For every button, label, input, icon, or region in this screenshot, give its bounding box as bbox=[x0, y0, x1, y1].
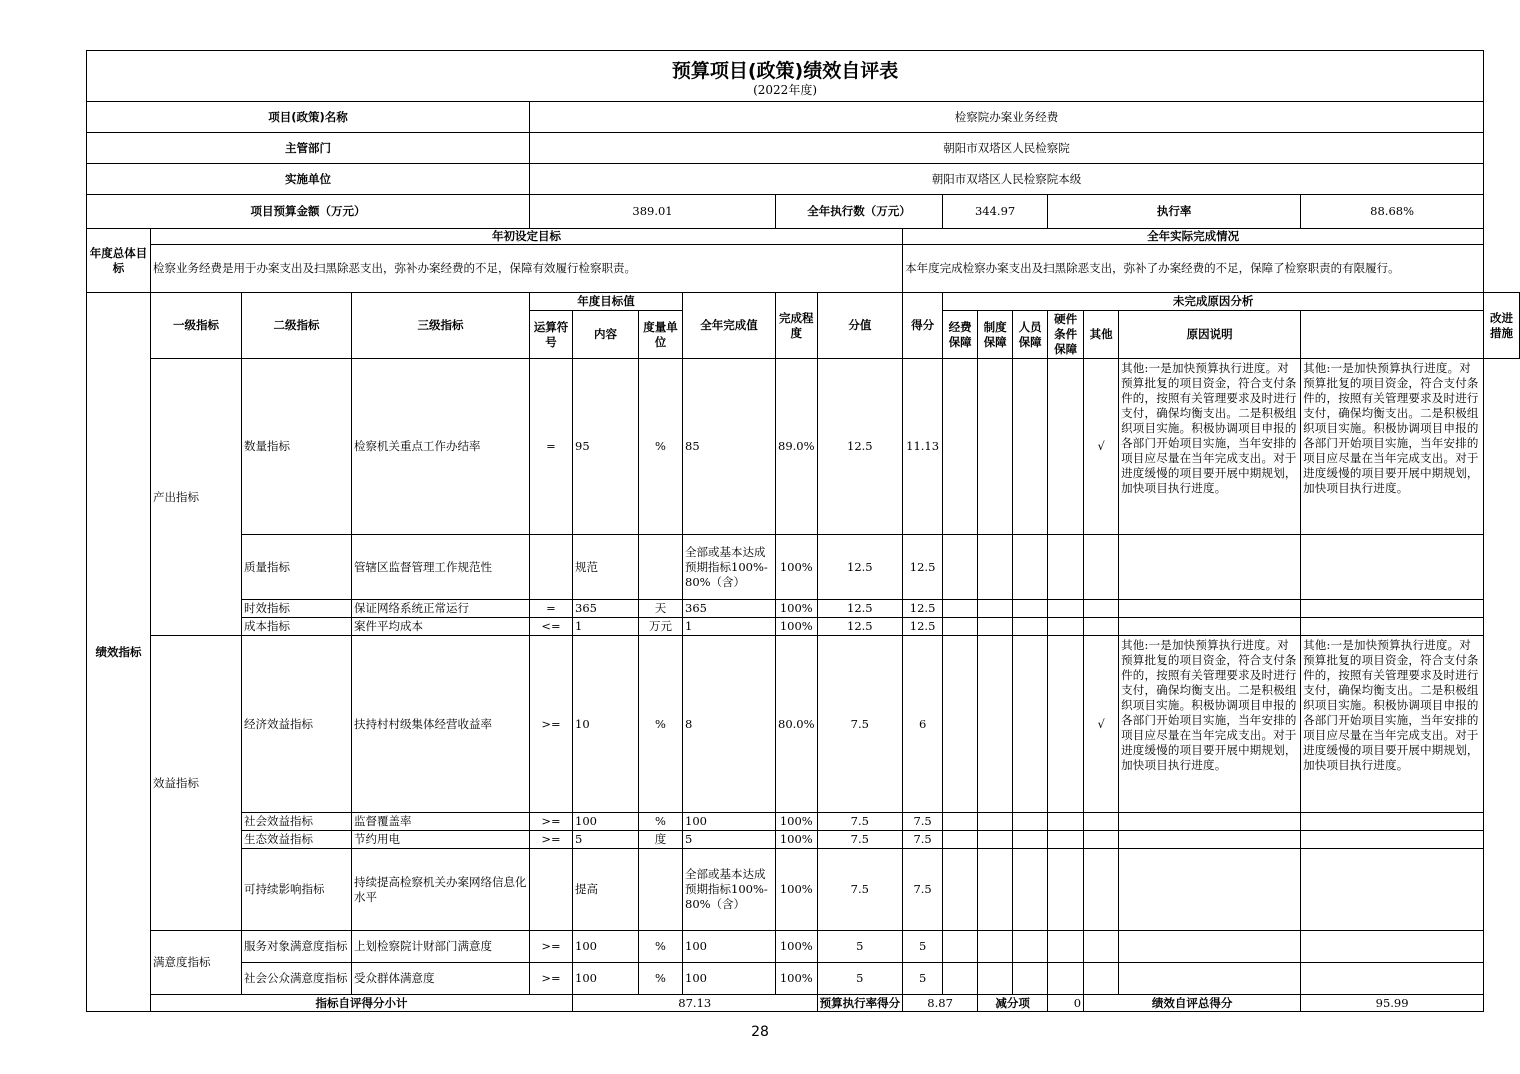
other-check-cell bbox=[1084, 931, 1119, 963]
measures-header: 改进措施 bbox=[1484, 293, 1520, 359]
measure-cell bbox=[1301, 831, 1484, 849]
perf-indicator-label: 绩效指标 bbox=[87, 293, 151, 1012]
op-header: 运算符号 bbox=[530, 311, 573, 359]
staff-cell bbox=[1013, 359, 1048, 535]
staff-cell bbox=[1013, 931, 1048, 963]
op-cell: >= bbox=[530, 931, 573, 963]
table-row bbox=[87, 849, 1520, 931]
level2-cell: 可持续影响指标 bbox=[242, 849, 352, 931]
total-value: 95.99 bbox=[1301, 995, 1484, 1012]
actual-header: 全年完成值 bbox=[683, 293, 776, 359]
unit-cell: % bbox=[639, 931, 683, 963]
hardware-cell bbox=[1048, 600, 1084, 618]
unit-cell: % bbox=[639, 359, 683, 535]
hardware-cell bbox=[1048, 535, 1084, 600]
hardware-cell bbox=[1048, 636, 1084, 813]
fund-cell bbox=[943, 600, 978, 618]
score-value-cell: 7.5 bbox=[817, 831, 903, 849]
staff-cell bbox=[1013, 813, 1048, 831]
reason-desc-cell bbox=[1119, 813, 1301, 831]
system-cell bbox=[978, 831, 1013, 849]
op-cell: >= bbox=[530, 963, 573, 995]
staff-cell bbox=[1013, 600, 1048, 618]
system-cell bbox=[978, 618, 1013, 636]
reason-desc-cell bbox=[1119, 600, 1301, 618]
reason-desc-cell bbox=[1119, 931, 1301, 963]
group-satisfaction: 满意度指标 bbox=[151, 931, 242, 995]
measure-cell bbox=[1301, 813, 1484, 831]
score-cell: 7.5 bbox=[903, 831, 943, 849]
actual-cell: 365 bbox=[683, 600, 776, 618]
set-goal-header: 年初设定目标 bbox=[151, 229, 903, 245]
content-cell: 95 bbox=[573, 359, 639, 535]
other-check-cell bbox=[1084, 831, 1119, 849]
score-cell: 5 bbox=[903, 963, 943, 995]
level2-cell: 质量指标 bbox=[242, 535, 352, 600]
budget-value: 389.01 bbox=[530, 195, 776, 229]
measure-cell bbox=[1301, 963, 1484, 995]
actual-cell: 5 bbox=[683, 831, 776, 849]
total-label: 绩效自评总得分 bbox=[1084, 995, 1301, 1012]
score-value-cell: 12.5 bbox=[817, 618, 903, 636]
op-cell bbox=[530, 535, 573, 600]
op-cell bbox=[530, 849, 573, 931]
hardware-cell bbox=[1048, 359, 1084, 535]
dept-label: 主管部门 bbox=[87, 133, 530, 164]
other-check-cell bbox=[1084, 618, 1119, 636]
fund-cell bbox=[943, 359, 978, 535]
content-cell: 100 bbox=[573, 931, 639, 963]
reason-desc-header: 原因说明 bbox=[1119, 311, 1301, 359]
performance-self-evaluation-table bbox=[86, 50, 1520, 1012]
table-row bbox=[87, 636, 1520, 813]
staff-guarantee-header: 人员保障 bbox=[1013, 311, 1048, 359]
hardware-cell bbox=[1048, 813, 1084, 831]
hardware-cell bbox=[1048, 931, 1084, 963]
level3-cell: 管辖区监督管理工作规范性 bbox=[352, 535, 530, 600]
completion-cell: 100% bbox=[776, 849, 818, 931]
other-check-cell bbox=[1084, 600, 1119, 618]
level2-cell: 数量指标 bbox=[242, 359, 352, 535]
staff-cell bbox=[1013, 963, 1048, 995]
reason-desc-cell bbox=[1119, 849, 1301, 931]
deduct-label: 减分项 bbox=[978, 995, 1048, 1012]
level3-cell: 检察机关重点工作办结率 bbox=[352, 359, 530, 535]
table-row bbox=[87, 813, 1520, 831]
dept-value: 朝阳市双塔区人民检察院 bbox=[530, 133, 1484, 164]
deduct-value: 0 bbox=[1048, 995, 1084, 1012]
score-cell: 7.5 bbox=[903, 849, 943, 931]
table-row bbox=[87, 535, 1520, 600]
fund-cell bbox=[943, 636, 978, 813]
system-cell bbox=[978, 600, 1013, 618]
completion-cell: 100% bbox=[776, 931, 818, 963]
unit-cell bbox=[639, 535, 683, 600]
rate-value: 88.68% bbox=[1301, 195, 1484, 229]
score-cell: 11.13 bbox=[903, 359, 943, 535]
table-row bbox=[87, 600, 1520, 618]
content-cell: 提高 bbox=[573, 849, 639, 931]
system-guarantee-header: 制度保障 bbox=[978, 311, 1013, 359]
fund-cell bbox=[943, 831, 978, 849]
staff-cell bbox=[1013, 535, 1048, 600]
level3-cell: 持续提高检察机关办案网络信息化水平 bbox=[352, 849, 530, 931]
content-cell: 5 bbox=[573, 831, 639, 849]
level2-cell: 时效指标 bbox=[242, 600, 352, 618]
score-cell: 12.5 bbox=[903, 600, 943, 618]
system-cell bbox=[978, 636, 1013, 813]
op-cell: >= bbox=[530, 636, 573, 813]
fund-cell bbox=[943, 963, 978, 995]
fund-cell bbox=[943, 813, 978, 831]
level3-header: 三级指标 bbox=[352, 293, 530, 359]
unit-cell: % bbox=[639, 963, 683, 995]
table-row bbox=[87, 359, 1520, 535]
level3-cell: 保证网络系统正常运行 bbox=[352, 600, 530, 618]
completion-cell: 100% bbox=[776, 813, 818, 831]
fund-cell bbox=[943, 849, 978, 931]
hardware-guarantee-header: 硬件条件保障 bbox=[1048, 311, 1084, 359]
staff-cell bbox=[1013, 849, 1048, 931]
reason-desc-cell bbox=[1119, 535, 1301, 600]
reason-desc-cell: 其他:一是加快预算执行进度。对预算批复的项目资金，符合支付条件的，按照有关管理要求及时进行支付，确保均衡支出。二是积极组织项目实施。积极协调项目申报的各部门开始项目实施，当年安排的项目应尽量在当年完成支出。对于进度缓慢的项目要开展中期规划，加快项目执行进度。 bbox=[1119, 636, 1301, 813]
other-check-cell bbox=[1084, 535, 1119, 600]
level3-cell: 扶持村村级集体经营收益率 bbox=[352, 636, 530, 813]
measure-cell: 其他:一是加快预算执行进度。对预算批复的项目资金，符合支付条件的，按照有关管理要求及时进行支付，确保均衡支出。二是积极组织项目实施。积极协调项目申报的各部门开始项目实施，当年安排的项目应尽量在当年完成支出。对于进度缓慢的项目要开展中期规划，加快项目执行进度。 bbox=[1301, 359, 1484, 535]
budget-score-value: 8.87 bbox=[903, 995, 978, 1012]
completion-cell: 100% bbox=[776, 600, 818, 618]
level2-header: 二级指标 bbox=[242, 293, 352, 359]
measure-cell bbox=[1301, 618, 1484, 636]
budget-score-label: 预算执行率得分 bbox=[817, 995, 903, 1012]
completion-cell: 100% bbox=[776, 831, 818, 849]
content-cell: 1 bbox=[573, 618, 639, 636]
table-row bbox=[87, 963, 1520, 995]
reason-desc-cell: 其他:一是加快预算执行进度。对预算批复的项目资金，符合支付条件的，按照有关管理要求及时进行支付，确保均衡支出。二是积极组织项目实施。积极协调项目申报的各部门开始项目实施，当年安排的项目应尽量在当年完成支出。对于进度缓慢的项目要开展中期规划，加快项目执行进度。 bbox=[1119, 359, 1301, 535]
group-output: 产出指标 bbox=[151, 359, 242, 636]
unit-value: 朝阳市双塔区人民检察院本级 bbox=[530, 164, 1484, 195]
level3-cell: 上划检察院计财部门满意度 bbox=[352, 931, 530, 963]
fund-guarantee-header: 经费保障 bbox=[943, 311, 978, 359]
measure-cell bbox=[1301, 849, 1484, 931]
completion-cell: 100% bbox=[776, 963, 818, 995]
content-cell: 365 bbox=[573, 600, 639, 618]
content-header: 内容 bbox=[573, 311, 639, 359]
unit-cell: 度 bbox=[639, 831, 683, 849]
score-header: 得分 bbox=[903, 293, 943, 359]
score-value-cell: 12.5 bbox=[817, 600, 903, 618]
other-check-cell: √ bbox=[1084, 359, 1119, 535]
page-number: 28 bbox=[751, 1024, 769, 1040]
score-value-cell: 7.5 bbox=[817, 636, 903, 813]
level2-cell: 社会效益指标 bbox=[242, 813, 352, 831]
other-check-cell: √ bbox=[1084, 636, 1119, 813]
score-value-cell: 5 bbox=[817, 931, 903, 963]
content-cell: 100 bbox=[573, 813, 639, 831]
actual-cell: 全部或基本达成预期指标100%-80%（含） bbox=[683, 535, 776, 600]
level2-cell: 经济效益指标 bbox=[242, 636, 352, 813]
table-row bbox=[87, 831, 1520, 849]
footer-row bbox=[87, 995, 1520, 1012]
actual-completion-text: 本年度完成检察办案支出及扫黑除恶支出，弥补了办案经费的不足，保障了检察职责的有限履行。 bbox=[903, 245, 1484, 293]
reason-desc-cell bbox=[1119, 963, 1301, 995]
table-row bbox=[87, 618, 1520, 636]
completion-cell: 80.0% bbox=[776, 636, 818, 813]
score-value-header: 分值 bbox=[817, 293, 903, 359]
system-cell bbox=[978, 359, 1013, 535]
hardware-cell bbox=[1048, 849, 1084, 931]
score-cell: 12.5 bbox=[903, 618, 943, 636]
content-cell: 10 bbox=[573, 636, 639, 813]
completion-cell: 89.0% bbox=[776, 359, 818, 535]
page-title: 预算项目(政策)绩效自评表 bbox=[671, 60, 899, 82]
table-header bbox=[87, 51, 1484, 102]
completion-cell: 100% bbox=[776, 618, 818, 636]
actual-cell: 100 bbox=[683, 931, 776, 963]
staff-cell bbox=[1013, 636, 1048, 813]
unit-cell: 万元 bbox=[639, 618, 683, 636]
score-value-cell: 7.5 bbox=[817, 813, 903, 831]
exec-value: 344.97 bbox=[943, 195, 1048, 229]
op-cell: <= bbox=[530, 618, 573, 636]
project-name-value: 检察院办案业务经费 bbox=[530, 102, 1484, 133]
fund-cell bbox=[943, 535, 978, 600]
measure-cell: 其他:一是加快预算执行进度。对预算批复的项目资金，符合支付条件的，按照有关管理要求及时进行支付，确保均衡支出。二是积极组织项目实施。积极协调项目申报的各部门开始项目实施，当年安排的项目应尽量在当年完成支出。对于进度缓慢的项目要开展中期规划，加快项目执行进度。 bbox=[1301, 636, 1484, 813]
score-value-cell: 12.5 bbox=[817, 359, 903, 535]
unit-cell: % bbox=[639, 636, 683, 813]
completion-header: 完成程度 bbox=[776, 293, 818, 359]
score-cell: 5 bbox=[903, 931, 943, 963]
hardware-cell bbox=[1048, 618, 1084, 636]
table-row bbox=[87, 931, 1520, 963]
fund-cell bbox=[943, 618, 978, 636]
other-check-cell bbox=[1084, 963, 1119, 995]
system-cell bbox=[978, 963, 1013, 995]
actual-cell: 85 bbox=[683, 359, 776, 535]
level1-header: 一级指标 bbox=[151, 293, 242, 359]
score-cell: 7.5 bbox=[903, 813, 943, 831]
level3-cell: 受众群体满意度 bbox=[352, 963, 530, 995]
fund-cell bbox=[943, 931, 978, 963]
unit-header: 度量单位 bbox=[639, 311, 683, 359]
project-name-label: 项目(政策)名称 bbox=[87, 102, 530, 133]
target-group-header: 年度目标值 bbox=[530, 293, 683, 311]
score-value-cell: 12.5 bbox=[817, 535, 903, 600]
actual-cell: 100 bbox=[683, 963, 776, 995]
staff-cell bbox=[1013, 831, 1048, 849]
content-cell: 100 bbox=[573, 963, 639, 995]
level2-cell: 成本指标 bbox=[242, 618, 352, 636]
score-cell: 6 bbox=[903, 636, 943, 813]
subtotal-label: 指标自评得分小计 bbox=[151, 995, 573, 1012]
unit-label: 实施单位 bbox=[87, 164, 530, 195]
op-cell: = bbox=[530, 359, 573, 535]
budget-label: 项目预算金额（万元） bbox=[87, 195, 530, 229]
level3-cell: 节约用电 bbox=[352, 831, 530, 849]
system-cell bbox=[978, 535, 1013, 600]
actual-completion-header: 全年实际完成情况 bbox=[903, 229, 1484, 245]
measure-cell bbox=[1301, 535, 1484, 600]
content-cell: 规范 bbox=[573, 535, 639, 600]
reason-desc-cell bbox=[1119, 618, 1301, 636]
score-value-cell: 5 bbox=[817, 963, 903, 995]
system-cell bbox=[978, 813, 1013, 831]
system-cell bbox=[978, 931, 1013, 963]
measure-cell bbox=[1301, 600, 1484, 618]
exec-label: 全年执行数（万元） bbox=[776, 195, 943, 229]
annual-goal-label: 年度总体目标 bbox=[87, 229, 151, 293]
actual-cell: 1 bbox=[683, 618, 776, 636]
reason-desc-cell bbox=[1119, 831, 1301, 849]
level2-cell: 社会公众满意度指标 bbox=[242, 963, 352, 995]
hardware-cell bbox=[1048, 831, 1084, 849]
measure-cell bbox=[1301, 931, 1484, 963]
staff-cell bbox=[1013, 618, 1048, 636]
reason-group-header: 未完成原因分析 bbox=[943, 293, 1484, 311]
group-benefit: 效益指标 bbox=[151, 636, 242, 931]
other-check-cell bbox=[1084, 813, 1119, 831]
op-cell: = bbox=[530, 600, 573, 618]
system-cell bbox=[978, 849, 1013, 931]
unit-cell: 天 bbox=[639, 600, 683, 618]
other-check-cell bbox=[1084, 849, 1119, 931]
set-goal-text: 检察业务经费是用于办案支出及扫黑除恶支出，弥补办案经费的不足，保障有效履行检察职责。 bbox=[151, 245, 903, 293]
score-value-cell: 7.5 bbox=[817, 849, 903, 931]
page-subtitle: (2022年度) bbox=[753, 83, 817, 97]
subtotal-value: 87.13 bbox=[573, 995, 818, 1012]
level3-cell: 监督覆盖率 bbox=[352, 813, 530, 831]
level2-cell: 生态效益指标 bbox=[242, 831, 352, 849]
op-cell: >= bbox=[530, 813, 573, 831]
actual-cell: 全部或基本达成预期指标100%-80%（含） bbox=[683, 849, 776, 931]
rate-label: 执行率 bbox=[1048, 195, 1301, 229]
score-cell: 12.5 bbox=[903, 535, 943, 600]
actual-cell: 8 bbox=[683, 636, 776, 813]
completion-cell: 100% bbox=[776, 535, 818, 600]
unit-cell bbox=[639, 849, 683, 931]
op-cell: >= bbox=[530, 831, 573, 849]
unit-cell: % bbox=[639, 813, 683, 831]
other-reason-header: 其他 bbox=[1084, 311, 1119, 359]
hardware-cell bbox=[1048, 963, 1084, 995]
level2-cell: 服务对象满意度指标 bbox=[242, 931, 352, 963]
level3-cell: 案件平均成本 bbox=[352, 618, 530, 636]
actual-cell: 100 bbox=[683, 813, 776, 831]
